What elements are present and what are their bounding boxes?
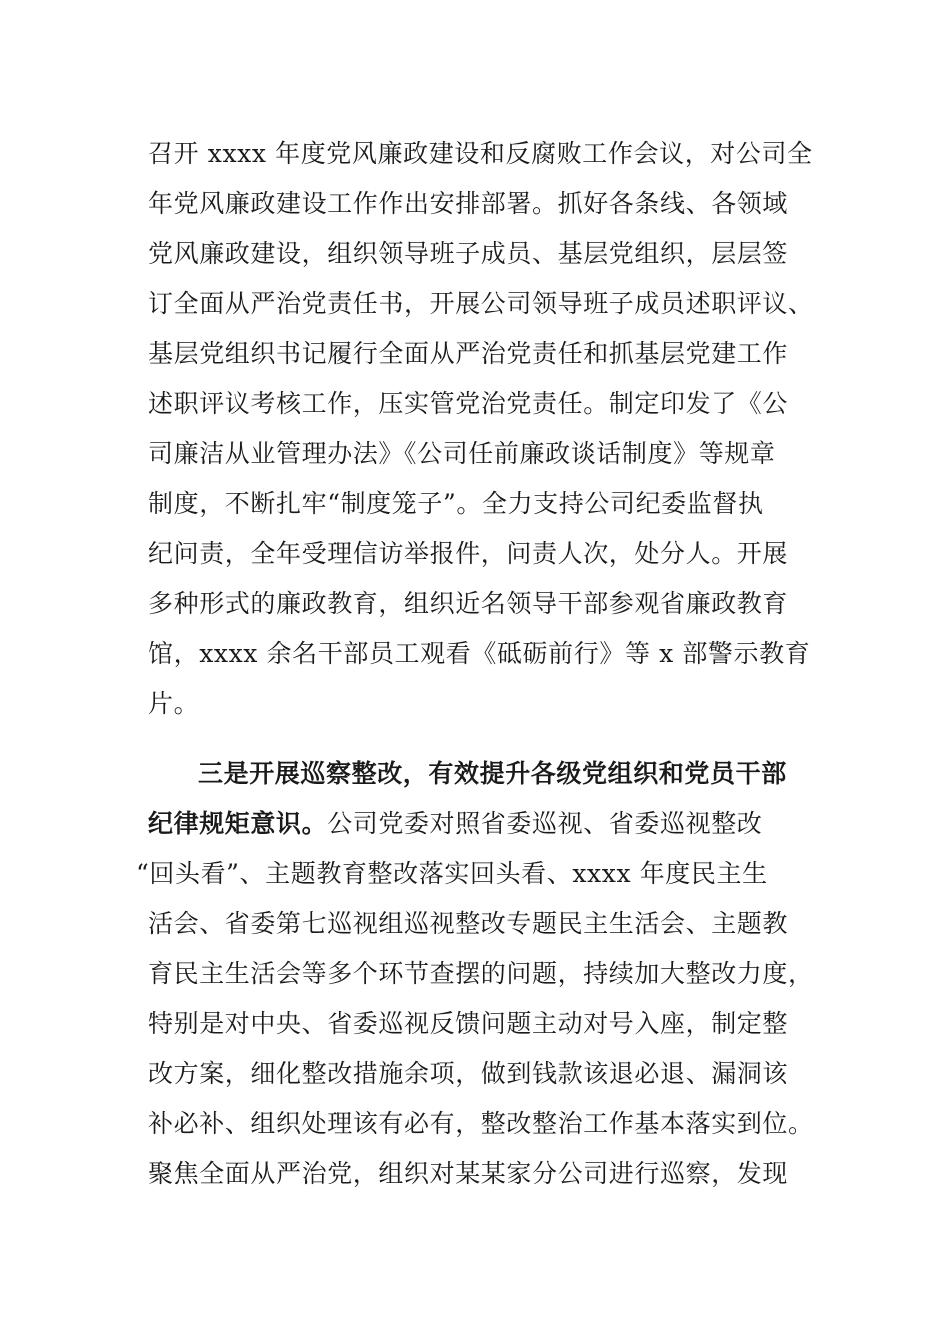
p1-line-9: 纪问责，全年受理信访举报件，问责人次，处分人。开展 bbox=[148, 539, 789, 568]
p1-line-11: 馆，xxxx 余名干部员工观看《砥砺前行》等 x 部警示教育 bbox=[148, 639, 811, 668]
p2-line-8: 补必补、组织处理该有必有，整改整治工作基本落实到位。 bbox=[148, 1109, 814, 1138]
p2-line-2 bbox=[148, 804, 762, 844]
p2-line-9: 聚焦全面从严治党，组织对某某家分公司进行巡察，发现 bbox=[148, 1159, 789, 1188]
p2-line-6: 特别是对中央、省委巡视反馈问题主动对号入座，制定整 bbox=[148, 1009, 789, 1038]
p2-line-3: “回头看”、主题教育整改落实回头看、xxxx 年度民主生 bbox=[136, 859, 768, 888]
p1-line-3: 党风廉政建设，组织领导班子成员、基层党组织，层层签 bbox=[148, 239, 789, 268]
p2-line-2-text: 公司党委对照省委巡视、省委巡视整改 bbox=[327, 809, 763, 838]
p2-line-5: 育民主生活会等多个环节查摆的问题，持续加大整改力度， bbox=[148, 959, 814, 988]
p1-line-8: 制度，不断扎牢“制度笼子”。全力支持公司纪委监督执 bbox=[148, 489, 764, 518]
p1-line-4: 订全面从严治党责任书，开展公司领导班子成员述职评议、 bbox=[148, 289, 814, 318]
p1-line-6: 述职评议考核工作，压实管党治党责任。制定印发了《公 bbox=[148, 389, 789, 418]
p2-heading-line-1: 三是开展巡察整改，有效提升各级党组织和党员干部 bbox=[198, 759, 787, 788]
p2-line-4: 活会、省委第七巡视组巡视整改专题民主生活会、主题教 bbox=[148, 909, 789, 938]
p2-heading-end: 纪律规矩意识。 bbox=[148, 809, 328, 838]
p1-line-10: 多种形式的廉政教育，组织近名领导干部参观省廉政教育 bbox=[148, 589, 789, 618]
p1-line-1: 召开 xxxx 年度党风廉政建设和反腐败工作会议，对公司全 bbox=[148, 139, 813, 168]
p1-line-5: 基层党组织书记履行全面从严治党责任和抓基层党建工作 bbox=[148, 339, 789, 368]
p1-line-7: 司廉洁从业管理办法》《公司任前廉政谈话制度》等规章 bbox=[148, 439, 776, 468]
p1-line-12: 片。 bbox=[148, 689, 200, 718]
p2-line-7: 改方案，细化整改措施余项，做到钱款该退必退、漏洞该 bbox=[148, 1059, 789, 1088]
p1-line-2: 年党风廉政建设工作作出安排部署。抓好各条线、各领域 bbox=[148, 189, 789, 218]
